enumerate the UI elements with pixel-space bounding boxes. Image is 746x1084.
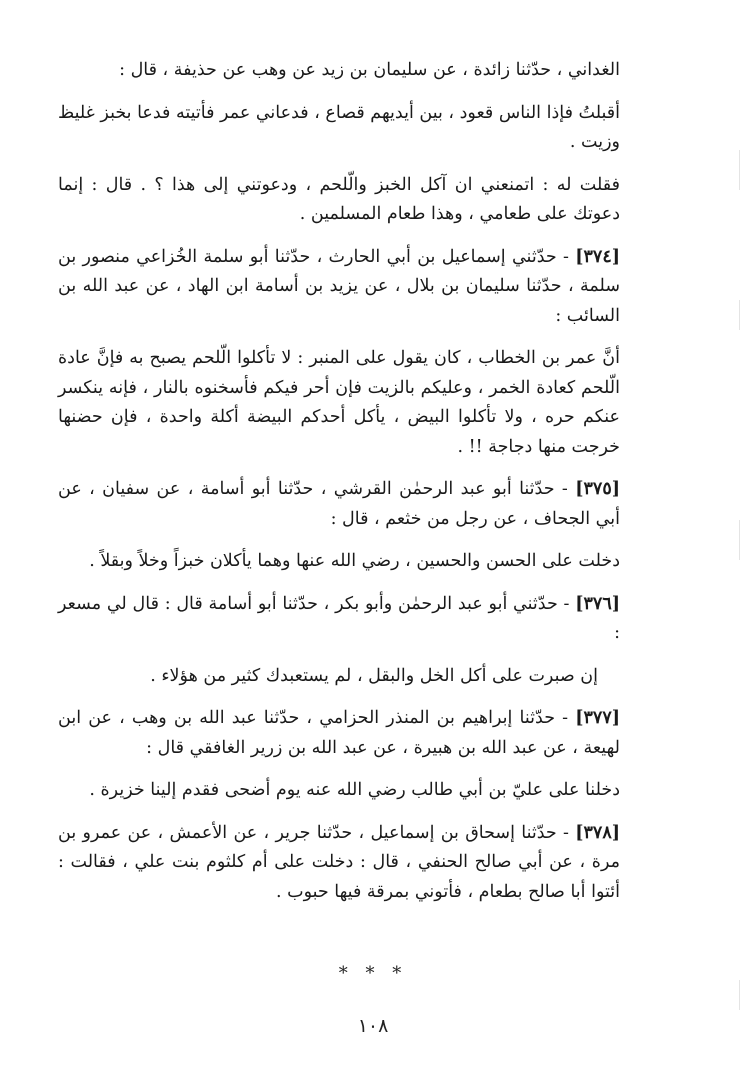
hadith-paragraph	[58, 590, 642, 649]
paragraph-text: - حدّثنا إبراهيم بن المنذر الحزامي ، حدّثنا عبد الله بن وهب ، عن ابن لهيعة ، عن عبد الله بن هبيرة ، عن عبد الله بن زرير الغافقي قال :	[58, 708, 620, 758]
hadith-number: [٣٧٧]	[575, 708, 620, 728]
page-edge-mark	[739, 520, 740, 560]
hadith-number: [٣٧٤]	[575, 246, 620, 267]
paragraph-text: - حدّثني أبو عبد الرحمٰن وأبو بكر ، حدّثنا أبو أسامة قال : قال لي مسعر :	[58, 593, 620, 643]
paragraph-text: دخلنا على عليّ بن أبي طالب رضي الله عنه يوم أضحى فقدم إلينا خزيرة .	[89, 780, 620, 800]
hadith-paragraph	[58, 819, 642, 908]
main-text	[58, 56, 642, 920]
page-edge-mark	[739, 300, 740, 330]
hadith-number: [٣٧٨]	[575, 822, 620, 843]
paragraph	[58, 171, 642, 230]
paragraph	[58, 344, 642, 462]
paragraph-text: - حدّثني إسماعيل بن أبي الحارث ، حدّثنا أبو سلمة الخُزاعي منصور بن سلمة ، حدّثنا سليمان بن بلال ، عن يزيد بن أسامة ابن الهاد ، عن عبد الله بن السائب :	[58, 246, 620, 326]
paragraph	[58, 776, 642, 806]
paragraph	[58, 547, 642, 577]
paragraph-text: إن صبرت على أكل الخل والبقل ، لم يستعبدك كثير من هؤلاء .	[150, 665, 598, 686]
section-divider: * * *	[338, 963, 408, 984]
paragraph-text: أنَّ عمر بن الخطاب ، كان يقول على المنبر : لا تأكلوا الّلحم يصبح به فإنَّ عادة الّلحم كعادة الخمر ، وعليكم بالزيت فإن أحر فيكم فأسخنوه بالنار ، فإنه ينكسر عنكم حره ، ولا تأكلوا البيض ، يأكل أحدكم البيضة أكلة واحدة ، فإن حضنها خرجت منها دجاجة !! .	[58, 348, 620, 457]
page-edge-mark	[739, 980, 740, 1010]
hadith-paragraph	[58, 475, 642, 534]
paragraph-text: دخلت على الحسن والحسين ، رضي الله عنها وهما يأكلان خبزاً وخلاً وبقلاً .	[89, 551, 620, 571]
page-number: ١٠٨	[357, 1015, 389, 1037]
paragraph	[58, 99, 642, 158]
paragraph-text: أقبلتُ فإذا الناس قعود ، بين أيديهم قصاع ، فدعاني عمر فأتيته فدعا بخبز غليظ وزيت .	[58, 102, 620, 152]
hadith-number: [٣٧٥]	[575, 479, 620, 499]
hadith-paragraph	[58, 704, 642, 763]
paragraph	[58, 56, 642, 86]
hadith-number: [٣٧٦]	[575, 593, 620, 614]
paragraph-text: - حدّثنا إسحاق بن إسماعيل ، حدّثنا جرير ، عن الأعمش ، عن عمرو بن مرة ، عن أبي صالح الحنفي ، قال : دخلت على أم كلثوم بنت علي ، فقالت : أئتوا أبا صالح بطعام ، فأتوني بمرقة فيها حبوب .	[58, 822, 620, 902]
paragraph-text: الغداني ، حدّثنا زائدة ، عن سليمان بن زيد عن وهب عن حذيفة ، قال :	[119, 60, 620, 80]
paragraph	[58, 662, 642, 692]
page-edge-mark	[739, 150, 740, 190]
hadith-paragraph	[58, 243, 642, 332]
paragraph-text: - حدّثنا أبو عبد الرحمٰن القرشي ، حدّثنا أبو أسامة ، عن سفيان ، عن أبي الجحاف ، عن رجل من خثعم ، قال :	[58, 479, 620, 529]
paragraph-text: فقلت له : اتمنعني ان آكل الخبز والّلحم ، ودعوتني إلى هذا ؟ . قال : إنما دعوتك على طعامي ، وهذا طعام المسلمين .	[58, 174, 620, 224]
